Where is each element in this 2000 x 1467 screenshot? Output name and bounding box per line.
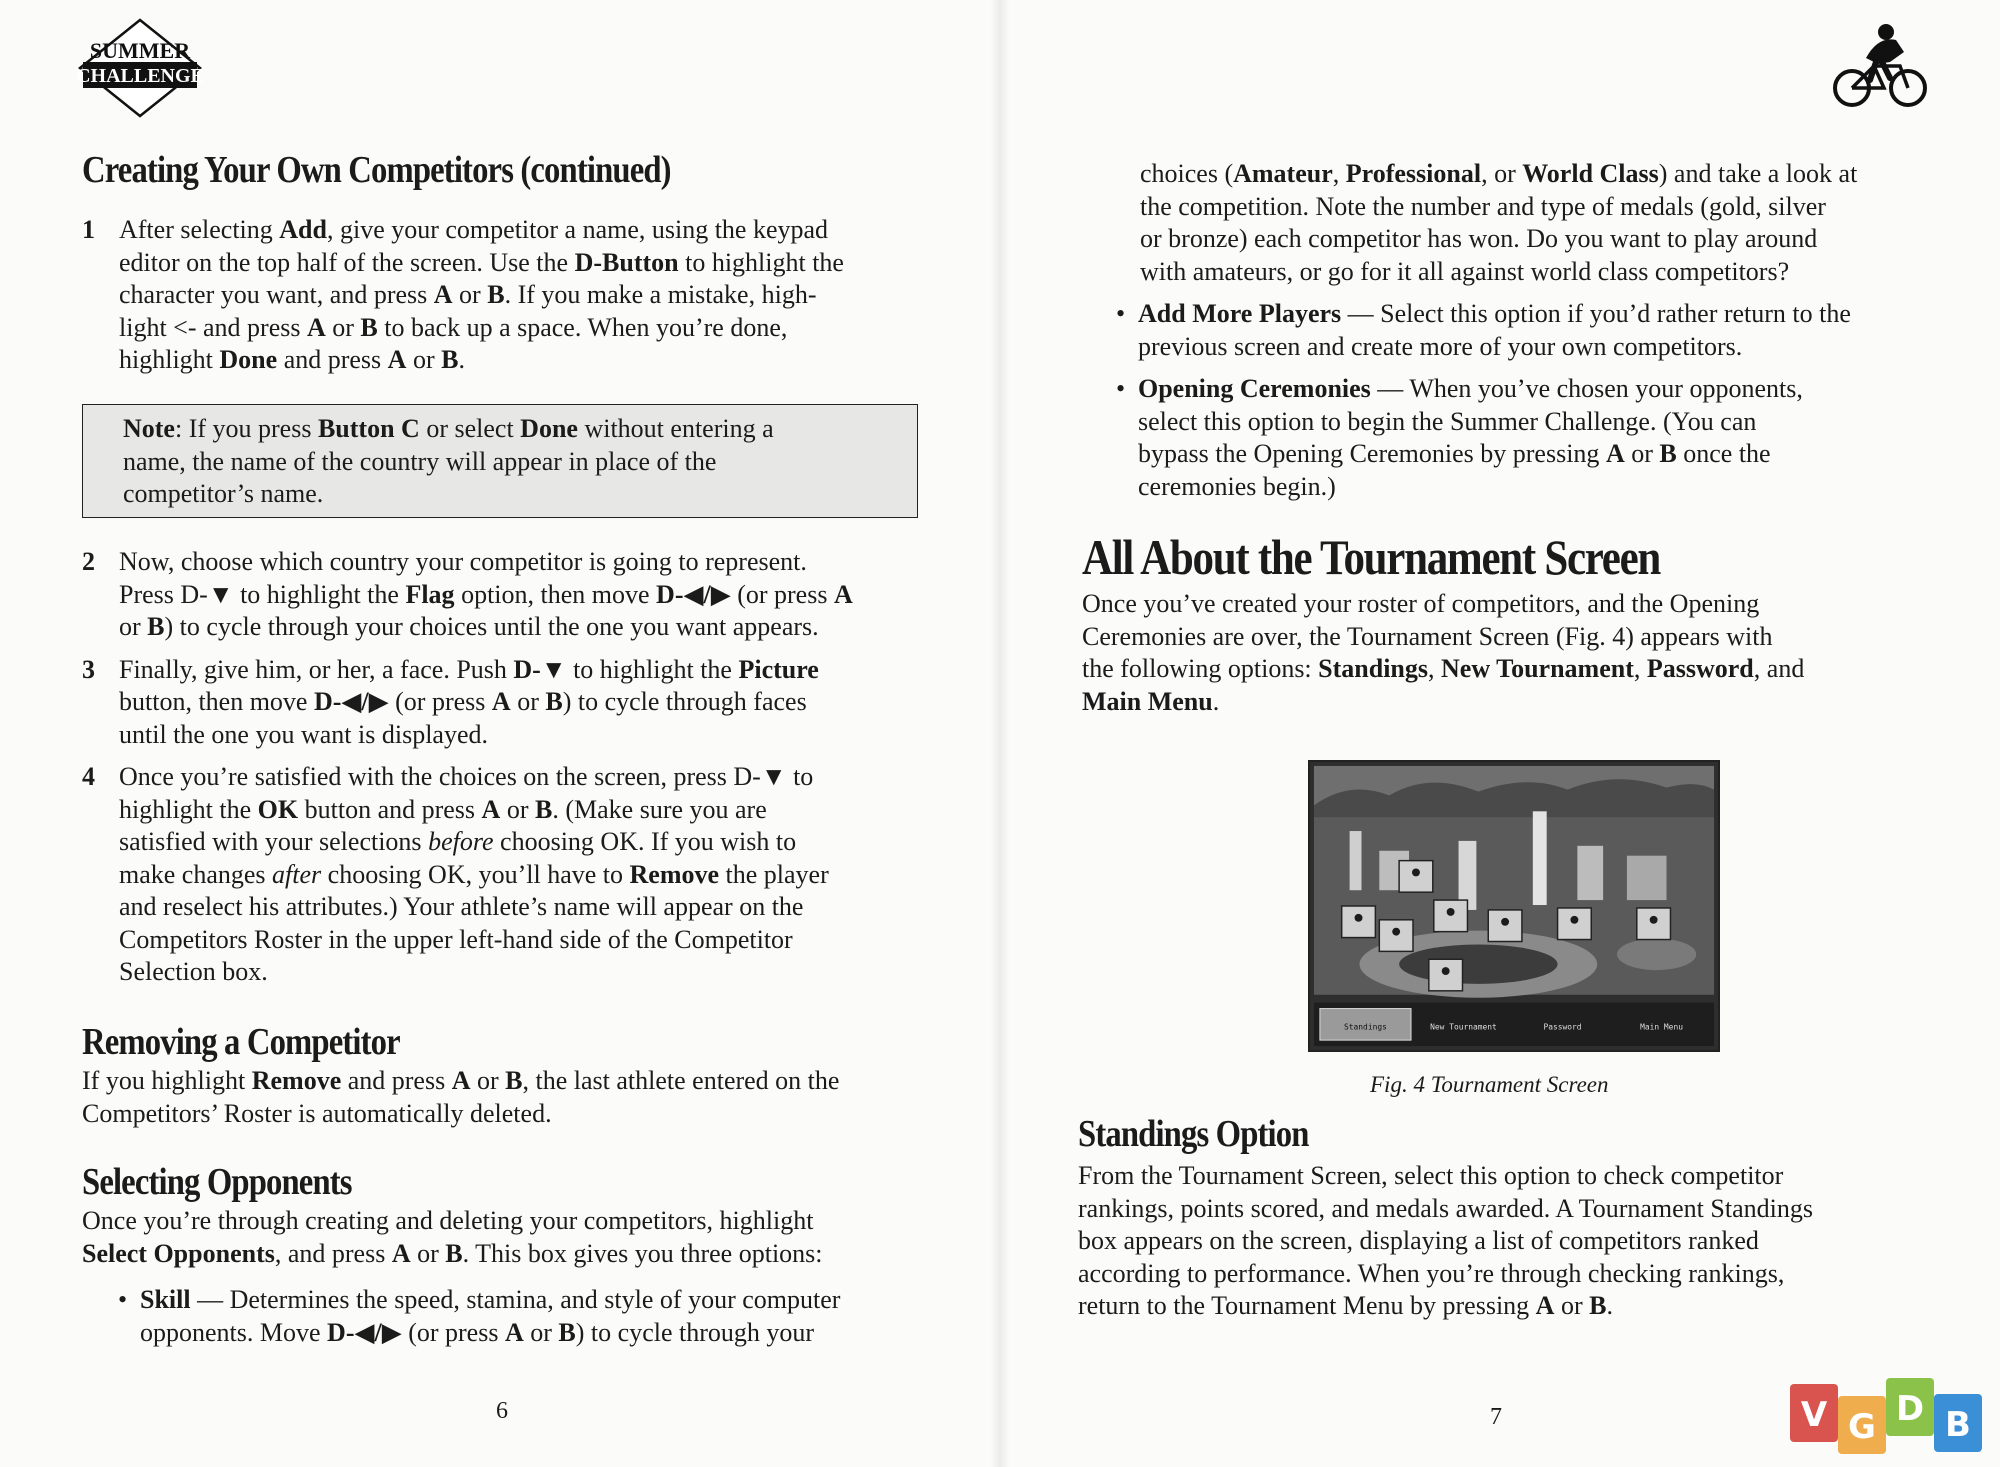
text-line: Selection box. — [119, 957, 268, 986]
vgdb-tile — [1934, 1394, 1982, 1452]
text-line: If you highlight Remove and press A or B, the last athlete entered on the — [82, 1066, 840, 1095]
vgdb-tile — [1790, 1384, 1838, 1442]
text-line: the competition. Note the number and type of medals (gold, silver — [1140, 191, 1826, 221]
text-line: rankings, points scored, and medals awarded. A Tournament Standings — [1078, 1193, 1813, 1223]
section-heading-removing: Removing a Competitor — [82, 1021, 400, 1063]
text-line: Opening Ceremonies — When you’ve chosen your opponents, — [1138, 374, 1803, 403]
cyclist-icon — [1830, 22, 1930, 112]
text-line: choices (Amateur, Professional, or World Class) and take a look at — [1140, 159, 1858, 188]
figure-menu-main-menu: Main Menu — [1640, 1022, 1683, 1032]
text-line: make changes after choosing OK, you’ll have to Remove the player — [119, 859, 829, 889]
step-number: 1 — [82, 215, 95, 244]
vgdb-watermark-logo — [1790, 1378, 1990, 1462]
text-line: character you want, and press A or B. If you make a mistake, high- — [119, 280, 817, 309]
text-line: and reselect his attributes.) Your athlete’s name will appear on the — [119, 892, 804, 921]
left-page — [0, 0, 990, 1467]
text-line: satisfied with your selections before choosing OK. If you wish to — [119, 827, 797, 856]
text-line: button, then move D-◀/▶ (or press A or B) to cycle through faces — [119, 687, 807, 716]
logo-line1: SUMMER — [89, 38, 191, 63]
vgdb-letter: B — [1945, 1405, 1971, 1445]
text-line: Competitors’ Roster is automatically deleted. — [82, 1098, 552, 1128]
text-line: with amateurs, or go for it all against world class competitors? — [1140, 256, 1790, 286]
bullet-item — [118, 1284, 948, 1349]
figure-caption: Fig. 4 Tournament Screen — [1370, 1072, 1609, 1097]
summer-challenge-logo — [75, 18, 205, 118]
text-line: previous screen and create more of your own competitors. — [1138, 331, 1743, 361]
step-item — [82, 654, 942, 752]
text-line: Ceremonies are over, the Tournament Screen (Fig. 4) appears with — [1082, 621, 1773, 651]
text-line: Note: If you press Button C or select Done without entering a — [123, 414, 774, 443]
skill-continuation-paragraph — [1140, 158, 1990, 288]
text-line: until the one you want is displayed. — [119, 719, 489, 749]
section-heading-standings: Standings Option — [1078, 1113, 1309, 1155]
bullet-dot: • — [1116, 299, 1126, 328]
tournament-paragraph — [1082, 588, 1982, 718]
options-bullet-list — [1116, 298, 1986, 503]
step-item — [82, 546, 942, 644]
skill-bullet-list — [118, 1284, 948, 1349]
text-line: according to performance. When you’re through checking rankings, — [1078, 1258, 1785, 1288]
bullet-dot: • — [118, 1285, 128, 1314]
bullet-item — [1116, 373, 1986, 503]
figure-menu-standings: Standings — [1344, 1022, 1387, 1032]
text-line: Finally, give him, or her, a face. Push D-▼ to highlight the Picture — [119, 654, 819, 684]
tournament-screen-image — [1310, 762, 1718, 1050]
text-line: highlight the OK button and press A or B. (Make sure you are — [119, 794, 767, 824]
text-line: Competitors Roster in the upper left-hand side of the Competitor — [119, 924, 793, 954]
note-box — [82, 404, 918, 518]
vgdb-letter: D — [1895, 1389, 1925, 1429]
text-line: Once you’re through creating and deleting your competitors, highlight — [82, 1206, 814, 1235]
vgdb-letter: V — [1800, 1395, 1828, 1435]
step-number: 2 — [82, 547, 95, 576]
text-line: Now, choose which country your competitor is going to represent. — [119, 547, 807, 576]
text-line: name, the name of the country will appear in place of the — [123, 446, 717, 476]
text-line: or B) to cycle through your choices until the one you want appears. — [119, 612, 819, 641]
text-line: highlight Done and press A or B. — [119, 345, 465, 374]
vgdb-tile — [1886, 1378, 1934, 1436]
page-fold — [990, 0, 1010, 1467]
figure-menu-new-tournament: New Tournament — [1430, 1022, 1497, 1032]
steps-list-part1 — [82, 214, 942, 377]
bullet-dot: • — [1116, 374, 1126, 403]
step-item — [82, 761, 942, 989]
vgdb-letter: G — [1848, 1407, 1876, 1447]
text-line: return to the Tournament Menu by pressing A or B. — [1078, 1291, 1613, 1320]
text-line: Skill — Determines the speed, stamina, and style of your computer — [140, 1285, 841, 1314]
section-heading-tournament: All About the Tournament Screen — [1082, 529, 1661, 585]
steps-list-part2 — [82, 546, 942, 989]
text-line: After selecting Add, give your competitor a name, using the keypad — [119, 215, 829, 244]
text-line: Add More Players — Select this option if you’d rather return to the — [1138, 299, 1851, 328]
step-number: 3 — [82, 654, 95, 684]
text-line: Once you’re satisfied with the choices on the screen, press D-▼ to — [119, 762, 814, 791]
tournament-screen-figure — [1308, 760, 1720, 1052]
text-line: or bronze) each competitor has won. Do you want to play around — [1140, 224, 1818, 253]
text-line: From the Tournament Screen, select this option to check competitor — [1078, 1161, 1784, 1190]
text-line: Main Menu. — [1082, 686, 1220, 716]
right-page — [1010, 0, 2000, 1467]
step-number: 4 — [82, 762, 95, 791]
text-line: the following options: Standings, New Tournament, Password, and — [1082, 654, 1805, 683]
text-line: ceremonies begin.) — [1138, 471, 1336, 501]
figure-menu-password: Password — [1543, 1022, 1582, 1032]
standings-paragraph — [1078, 1160, 1998, 1323]
page-number-right: 7 — [1490, 1404, 1502, 1430]
bullet-item — [1116, 298, 1986, 363]
section-heading-creating: Creating Your Own Competitors (continued) — [82, 149, 671, 191]
text-line: opponents. Move D-◀/▶ (or press A or B) to cycle through your — [140, 1317, 815, 1347]
text-line: competitor’s name. — [123, 479, 324, 508]
text-line: bypass the Opening Ceremonies by pressing A or B once the — [1138, 439, 1771, 468]
section-heading-selecting: Selecting Opponents — [82, 1161, 352, 1203]
page-number-left: 6 — [496, 1398, 508, 1424]
note-text — [123, 413, 877, 511]
text-line: Once you’ve created your roster of competitors, and the Opening — [1082, 589, 1760, 618]
text-line: editor on the top half of the screen. Use the D-Button to highlight the — [119, 247, 844, 277]
text-line: box appears on the screen, displaying a list of competitors ranked — [1078, 1226, 1759, 1255]
text-line: select this option to begin the Summer Challenge. (You can — [1138, 406, 1757, 436]
text-line: Press D-▼ to highlight the Flag option, then move D-◀/▶ (or press A — [119, 579, 853, 609]
step-item — [82, 214, 942, 377]
vgdb-tile — [1838, 1396, 1886, 1454]
removing-paragraph — [82, 1065, 942, 1130]
selecting-paragraph — [82, 1205, 942, 1270]
text-line: Select Opponents, and press A or B. This box gives you three options: — [82, 1238, 823, 1268]
text-line: light <- and press A or B to back up a space. When you’re done, — [119, 312, 788, 342]
logo-line2: CHALLENGE — [76, 65, 204, 87]
